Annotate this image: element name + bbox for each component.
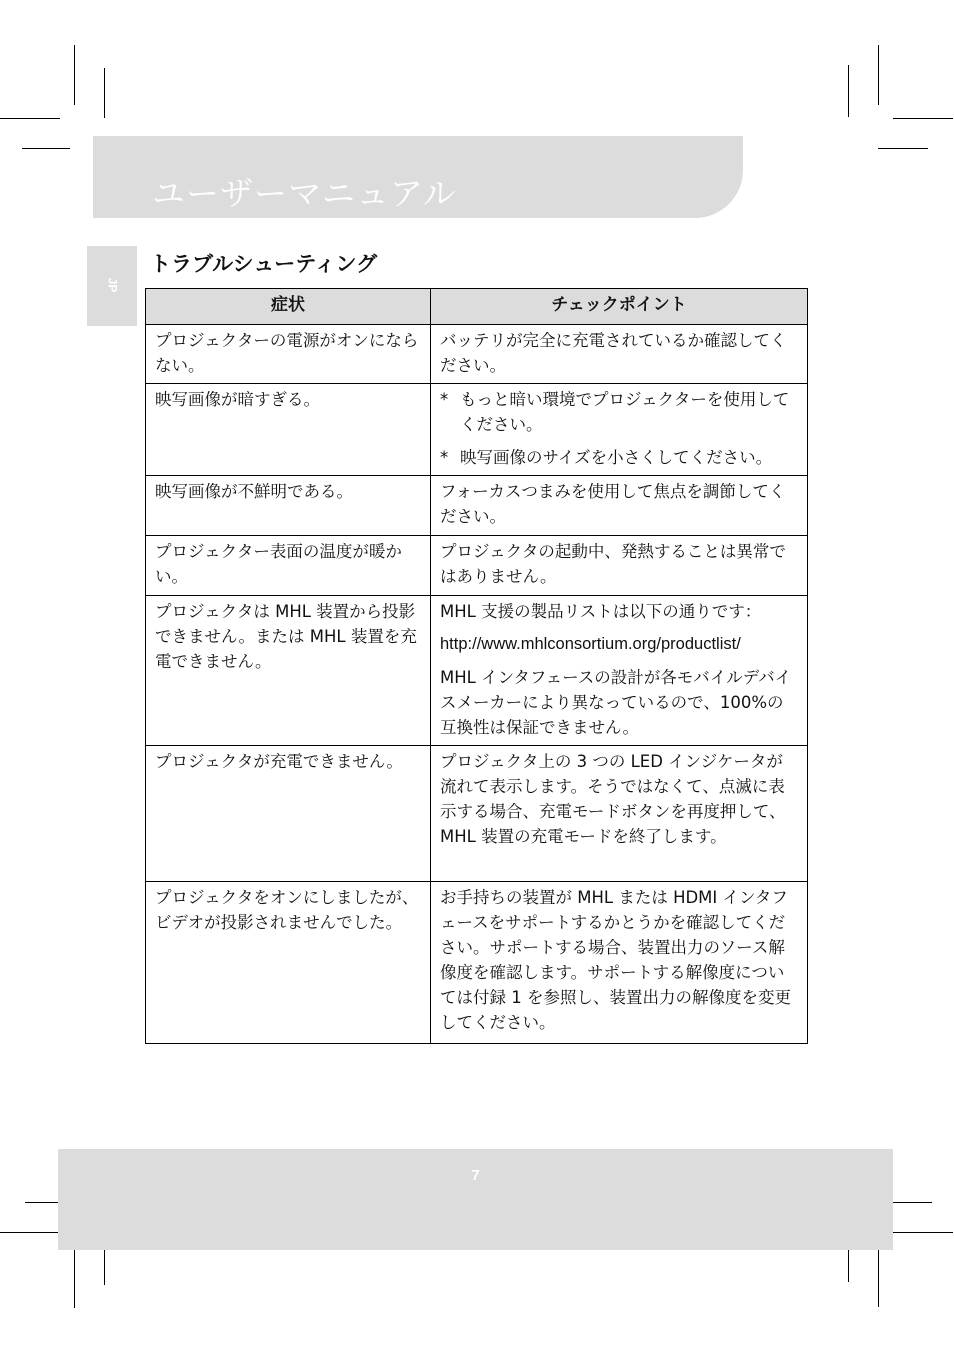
bullet-text: もっと暗い環境でプロジェクターを使用してください。 <box>460 390 790 434</box>
bullet-mark: * <box>440 448 449 467</box>
crop-mark <box>74 1248 75 1308</box>
crop-mark <box>0 1232 60 1233</box>
header-symptom: 症状 <box>146 289 431 325</box>
symptom-cell: プロジェクターの電源がオンにならない。 <box>146 325 431 384</box>
checkpoint-cell <box>431 746 808 882</box>
section-title: トラブルシューティング <box>150 252 378 276</box>
bullet-item <box>440 387 798 437</box>
checkpoint-cell <box>431 596 808 746</box>
checkpoint-cell <box>431 476 808 536</box>
checkpoint-text: プロジェクタ上の 3 つの LED インジケータが流れて表示します。そうではなくて、点滅に表示する場合、充電モードボタンを再度押して、MHL 装置の充電モードを終了します。 <box>440 752 786 846</box>
manual-title: ユーザーマニュアル <box>152 174 457 213</box>
crop-mark <box>848 65 849 117</box>
checkpoint-text: プロジェクタの起動中、発熱することは異常ではありません。 <box>440 542 786 586</box>
crop-mark <box>878 148 928 149</box>
bullet-mark: * <box>440 390 449 409</box>
page-number: 7 <box>471 1167 480 1184</box>
table-row <box>146 596 808 746</box>
crop-mark <box>878 45 879 105</box>
symptom-cell: プロジェクタが充電できません。 <box>146 746 431 882</box>
crop-mark <box>893 118 953 119</box>
symptom-cell: プロジェクタは MHL 装置から投影できません。または MHL 装置を充電できません。 <box>146 596 431 746</box>
checkpoint-cell <box>431 882 808 1044</box>
checkpoint-cell <box>431 384 808 476</box>
language-label: JP <box>105 277 120 293</box>
productlist-url: http://www.mhlconsortium.org/productlist/ <box>440 635 741 653</box>
checkpoint-text: お手持ちの装置が MHL または HDMI インタフェースをサポートするかとうかを確認してください。サポートする場合、装置出力のソース解像度を確認します。サポートする解像度については付録 1 を参照し、装置出力の解像度を変更してください。 <box>440 888 791 1032</box>
symptom-cell: プロジェクター表面の温度が暖かい。 <box>146 536 431 596</box>
bullet-item <box>440 445 798 470</box>
table-header-row <box>146 289 808 325</box>
checkpoint-text: フォーカスつまみを使用して焦点を調節してください。 <box>440 482 786 526</box>
table-row <box>146 325 808 384</box>
crop-mark <box>0 118 60 119</box>
crop-mark <box>893 1232 953 1233</box>
table-row <box>146 384 808 476</box>
footer-band <box>58 1149 893 1250</box>
symptom-cell: プロジェクタをオンにしましたが、ビデオが投影されませんでした。 <box>146 882 431 1044</box>
symptom-cell: 映写画像が暗すぎる。 <box>146 384 431 476</box>
checkpoint-cell <box>431 536 808 596</box>
table-row <box>146 882 808 1044</box>
bullet-text: 映写画像のサイズを小さくしてください。 <box>460 448 773 467</box>
header-checkpoint: チェックポイント <box>431 289 808 325</box>
crop-mark <box>22 148 70 149</box>
crop-mark <box>878 1245 879 1307</box>
table-row <box>146 536 808 596</box>
table-row <box>146 746 808 882</box>
crop-mark <box>74 45 75 105</box>
checkpoint-cell <box>431 325 808 384</box>
troubleshooting-table <box>145 288 808 1044</box>
crop-mark <box>104 68 105 118</box>
checkpoint-text: バッテリが完全に充電されているか確認してください。 <box>440 331 787 375</box>
symptom-cell: 映写画像が不鮮明である。 <box>146 476 431 536</box>
table-row <box>146 476 808 536</box>
checkpoint-text: MHL インタフェースの設計が各モバイルデバイスメーカーにより異なっているので、100%の互換性は保証できません。 <box>440 668 792 737</box>
checkpoint-text: MHL 支援の製品リストは以下の通りです： <box>440 602 762 621</box>
